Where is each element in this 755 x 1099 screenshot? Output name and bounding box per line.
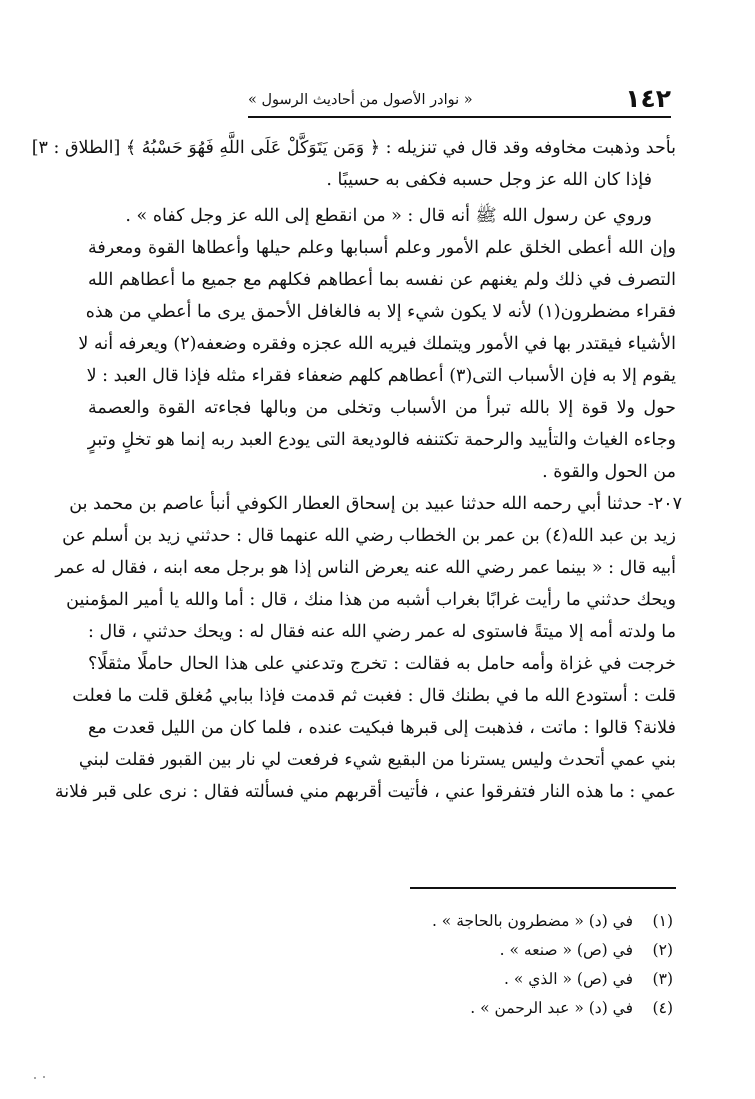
footnote	[373, 994, 673, 1023]
text-line: بني عمي أتحدث وليس يسترنا من البقيع شيء فرفعت لي نار بين القبور فقلت لبني	[78, 750, 676, 770]
footnote-divider	[410, 887, 676, 889]
text-line: ما ولدته أمه إلا ميتةً فاستوى له عمر رضي الله عنه فقال له : ويحك حدثني ، قال :	[88, 622, 676, 642]
text-line: فلانة؟ قالوا : ماتت ، فذهبت إلى قبرها فبكيت عنده ، فلما كان من الليل قعدت مع	[88, 718, 676, 738]
footnote-number: (٤)	[652, 999, 673, 1017]
scan-specks	[34, 1076, 48, 1080]
text-line: بأحد وذهبت مخاوفه وقد قال في تنزيله : ﴿ وَمَن يَتَوَكَّلْ عَلَى اللَّهِ فَهُوَ حَسْبُهُ ﴾ [الطلاق : ٣]	[31, 138, 676, 158]
text-line: الأشياء فيقتدر بها في الأمور ويتملك فيريه الله عجزه وفقره وضعفه(٢) ويعرفه أنه لا	[78, 334, 676, 354]
footnote	[373, 907, 673, 936]
footnote	[373, 936, 673, 965]
text-line: أبيه قال : « بينما عمر رضي الله عنه يعرض الناس إذا هو برجل معه ابنه ، فقال له عمر	[55, 558, 676, 578]
text-line: التصرف في ذلك ولم يغنهم عن نفسه بما أعطاهم فكلهم مع جميع ما أعطاهم الله	[88, 270, 676, 290]
text-line: وإن الله أعطى الخلق علم الأمور وعلم أسبابها وعلم حيلها وأعطاها القوة ومعرفة	[88, 238, 676, 258]
text-line: فقراء مضطرون(١) لأنه لا يكون شيء إلا به فالغافل الأحمق يرى ما أعطي من هذه	[85, 302, 676, 322]
text-line: خرجت في غزاة وأمه حامل به فقالت : تخرج وتدعني على هذا الحال حاملًا مثقلًا؟	[88, 654, 676, 674]
page-number: ١٤٢	[625, 84, 671, 113]
text-line: فإذا كان الله عز وجل حسبه فكفى به حسيبًا .	[326, 170, 652, 190]
hadith-heading-line: ٢٠٧- حدثنا أبي رحمه الله حدثنا عبيد بن إسحاق العطار الكوفي أنبأ عاصم بن محمد بن	[69, 494, 682, 514]
footnote-text: في (د) « عبد الرحمن » .	[470, 999, 633, 1017]
footnotes	[373, 907, 673, 1023]
text-line: وروي عن رسول الله ﷺ أنه قال : « من انقطع إلى الله عز وجل كفاه » .	[125, 206, 652, 226]
text-line: يقوم إلا به فإن الأسباب التى(٣) أعطاهم كلهم ضعفاء فقراء مثله فإذا قال العبد : لا	[86, 366, 676, 386]
footnote-text: في (ص) « الذي » .	[504, 970, 633, 988]
footnote-number: (٢)	[652, 941, 673, 959]
text-line: ويحك حدثني ما رأيت غرابًا بغراب أشبه من هذا منك ، قال : أما والله يا أمير المؤمنين	[66, 590, 676, 610]
footnote-number: (١)	[652, 912, 673, 930]
footnote-text: في (ص) « صنعه » .	[499, 941, 633, 959]
footnote-number: (٣)	[652, 970, 673, 988]
text-line: من الحول والقوة .	[542, 462, 676, 482]
text-line: زيد بن عبد الله(٤) بن عمر بن الخطاب رضي الله عنهما قال : حدثني زيد بن أسلم عن	[62, 526, 676, 546]
page-header	[248, 84, 671, 118]
footnote	[373, 965, 673, 994]
text-line: قلت : أستودع الله ما في بطنك قال : فغبت ثم قدمت فإذا ببابي مُغلق قلت ما فعلت	[72, 686, 676, 706]
text-line: حول ولا قوة إلا بالله تبرأ من الأسباب وتخلى من وبالها فجاءته القوة والعصمة	[88, 398, 676, 418]
running-title: « نوادر الأصول من أحاديث الرسول »	[248, 92, 473, 108]
text-line: وجاءه الغياث والتأييد والرحمة تكتنفه فالوديعة التى يودع العبد ربه إنما هو تخلٍ وتبرٍ	[87, 430, 676, 450]
text-line: عمي : ما هذه النار فتفرقوا عني ، فأتيت أقربهم مني فسألته فقال : نرى على قبر فلانة	[54, 782, 676, 802]
footnote-text: في (د) « مضطرون بالحاجة » .	[431, 912, 633, 930]
main-text	[31, 132, 682, 808]
